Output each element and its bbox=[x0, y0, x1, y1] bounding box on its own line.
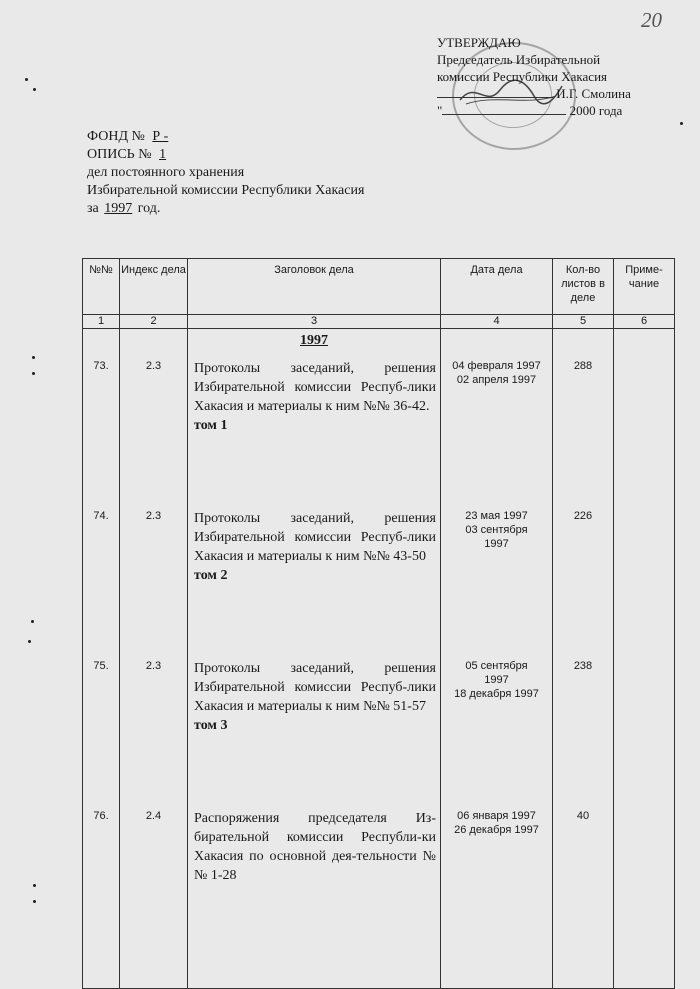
row-76-title: Распоряжения председателя Из-бирательной комиссии Республи-ки Хакасия по основной дея-тельности №№ 1-28 bbox=[194, 811, 436, 883]
fond-header bbox=[87, 128, 364, 218]
row-75-num: 75. bbox=[93, 660, 109, 672]
row-73-date: 04 февраля 1997 02 апреля 1997 bbox=[452, 360, 541, 386]
row-75-index: 2.3 bbox=[145, 660, 162, 672]
col-sheets bbox=[553, 329, 614, 989]
speck bbox=[32, 372, 35, 375]
fond-value: Р - bbox=[152, 129, 169, 144]
approval-date-suffix: 2000 года bbox=[569, 103, 623, 118]
column-number-row: 1 2 3 4 5 6 bbox=[83, 315, 675, 329]
col-header-index: Индекс дела bbox=[120, 259, 188, 315]
row-74-sheets: 226 bbox=[573, 510, 593, 522]
speck bbox=[28, 640, 31, 643]
speck bbox=[33, 900, 36, 903]
speck bbox=[33, 88, 36, 91]
year-value: 1997 bbox=[104, 201, 133, 216]
row-75-title: Протоколы заседаний, решения Избирательной комиссии Респуб-лики Хакасия и материалы к ним №№ 51-57 bbox=[194, 661, 436, 714]
col-index bbox=[120, 329, 188, 989]
row-73-title: Протоколы заседаний, решения Избирательной комиссии Респуб-лики Хакасия и материалы к ним №№ 36-42. bbox=[194, 361, 436, 414]
table-body-row bbox=[83, 329, 675, 989]
row-75-sheets: 238 bbox=[573, 660, 593, 672]
row-76-date: 06 января 1997 26 декабря 1997 bbox=[454, 810, 539, 836]
col-header-sheets: Кол-во листов в деле bbox=[553, 259, 614, 315]
speck bbox=[31, 620, 34, 623]
row-75-volume: том 3 bbox=[194, 718, 228, 733]
approval-block bbox=[437, 34, 677, 119]
speck bbox=[25, 78, 28, 81]
approval-signature-line bbox=[437, 85, 677, 102]
col-title bbox=[188, 329, 441, 989]
row-73-num: 73. bbox=[93, 360, 109, 372]
row-73-volume: том 1 bbox=[194, 418, 228, 433]
col-header-date: Дата дела bbox=[441, 259, 553, 315]
inventory-table bbox=[82, 258, 675, 989]
table-header-row bbox=[83, 259, 675, 315]
row-74-volume: том 2 bbox=[194, 568, 228, 583]
year-heading: 1997 bbox=[300, 333, 328, 348]
storage-line: дел постоянного хранения bbox=[87, 165, 245, 180]
row-74-date: 23 мая 1997 03 сентября 1997 bbox=[465, 510, 528, 550]
row-74-title: Протоколы заседаний, решения Избирательной комиссии Респуб-лики Хакасия и материалы к ним №№ 43-50 bbox=[194, 511, 436, 564]
row-75-title-block bbox=[194, 659, 436, 735]
page-number: 20 bbox=[641, 8, 662, 32]
commission-line: Избирательной комиссии Республики Хакасия bbox=[87, 183, 365, 198]
row-76-sheets: 40 bbox=[576, 810, 590, 822]
col-num bbox=[83, 329, 120, 989]
row-74-index: 2.3 bbox=[145, 510, 162, 522]
approval-line1: Председатель Избирательной bbox=[437, 52, 601, 67]
speck bbox=[33, 884, 36, 887]
col-header-title: Заголовок дела bbox=[188, 259, 441, 315]
col-note bbox=[614, 329, 675, 989]
row-74-title-block bbox=[194, 509, 436, 585]
col-header-note: Приме-чание bbox=[614, 259, 675, 315]
approval-heading: УТВЕРЖДАЮ bbox=[437, 35, 521, 50]
speck bbox=[680, 122, 683, 125]
row-74-num: 74. bbox=[93, 510, 109, 522]
col-header-num: №№ bbox=[83, 259, 120, 315]
fond-line: ФОНД № Р - bbox=[87, 128, 364, 146]
row-73-title-block bbox=[194, 359, 436, 435]
row-75-date: 05 сентября 1997 18 декабря 1997 bbox=[454, 660, 539, 700]
opis-value: 1 bbox=[159, 147, 167, 162]
row-73-index: 2.3 bbox=[145, 360, 162, 372]
speck bbox=[32, 356, 35, 359]
opis-line: ОПИСЬ № 1 bbox=[87, 146, 364, 164]
approval-signature-name: И.Г. Смолина bbox=[556, 86, 631, 101]
row-76-num: 76. bbox=[93, 810, 109, 822]
row-73-sheets: 288 bbox=[573, 360, 593, 372]
row-76-index: 2.4 bbox=[145, 810, 162, 822]
approval-line2: комиссии Республики Хакасия bbox=[437, 69, 608, 84]
approval-date-line: " 2000 года bbox=[437, 103, 623, 118]
col-date bbox=[441, 329, 553, 989]
year-line: за 1997 год. bbox=[87, 201, 161, 216]
row-76-title-block bbox=[194, 809, 436, 885]
